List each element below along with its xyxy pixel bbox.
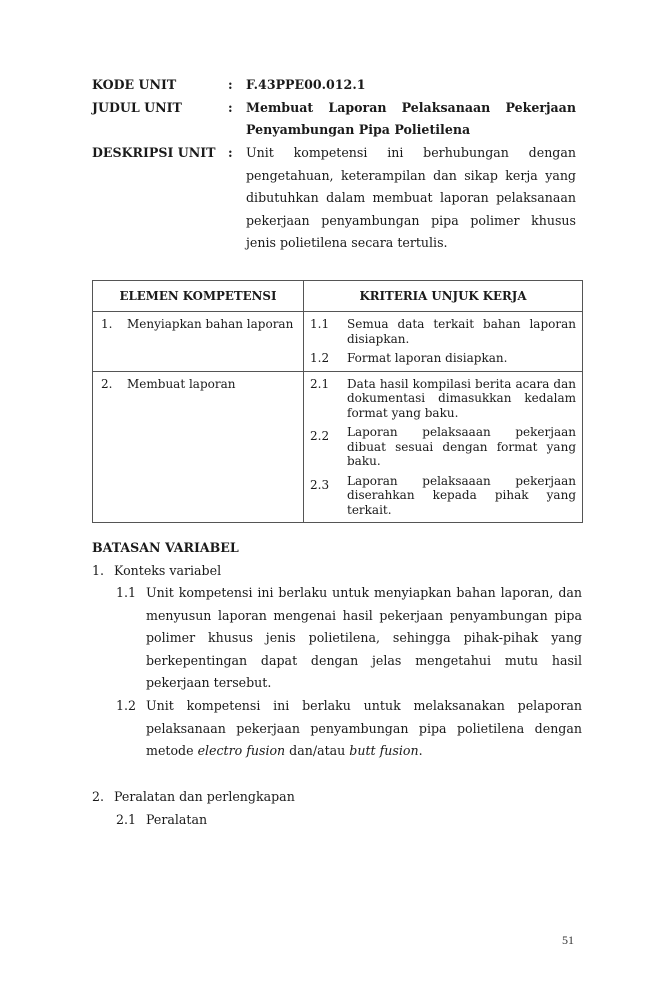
colon: : [228, 77, 233, 92]
element-number: 2. [101, 376, 113, 391]
criteria-item [304, 425, 582, 469]
colon: : [228, 145, 233, 160]
criteria-item [304, 317, 582, 346]
kode-unit-value: F.43PPE00.012.1 [246, 77, 366, 92]
criteria-item [304, 474, 582, 518]
judul-unit-value [246, 97, 576, 142]
criteria-item [304, 351, 582, 366]
italic-term: butt fusion [349, 743, 419, 758]
text-line [146, 740, 582, 763]
page-number: 51 [562, 933, 574, 947]
sub-item-number: 2.1 [116, 811, 137, 827]
item-label: Konteks variabel [114, 562, 222, 578]
deskripsi-line: Unit kompetensi ini berhubungan dengan [246, 145, 576, 160]
criteria-number: 2.3 [310, 477, 330, 492]
item-number: 1. [92, 562, 105, 578]
element-number: 1. [101, 317, 113, 331]
deskripsi-line: pengetahuan, keterampilan dan sikap kerja yang [246, 167, 576, 183]
sub-item-text [146, 582, 582, 695]
batasan-variabel-section [92, 537, 582, 560]
colon: : [228, 99, 233, 115]
deskripsi-unit-value [246, 142, 576, 255]
text-line: Unit kompetensi ini berlaku untuk menyiapkan bahan laporan, dan [146, 585, 582, 600]
criteria-number: 1.2 [310, 351, 330, 365]
criteria-text: Data hasil kompilasi berita acara dan dokumentasi dimasukkan kedalam format yang baku. [347, 376, 576, 420]
element-cell [93, 312, 304, 372]
sub-item-number: 1.1 [116, 585, 137, 600]
text-line: pekerjaan tersebut. [146, 675, 272, 690]
text-run: dan/atau [285, 743, 350, 758]
criteria-number: 2.1 [310, 376, 330, 391]
deskripsi-unit-label: DESKRIPSI UNIT [92, 145, 216, 160]
text-line: menyusun laporan mengenai hasil pekerjaan penyambungan pipa [146, 607, 582, 623]
table-row [93, 312, 583, 372]
competency-table [92, 280, 583, 523]
sub-item-number: 1.2 [116, 698, 137, 713]
judul-line: Membuat Laporan Pelaksanaan Pekerjaan [246, 99, 576, 115]
italic-term: electro fusion [197, 743, 286, 758]
criteria-number: 1.1 [310, 317, 330, 331]
text-line: polimer khusus jenis polietilena, sehingga pihak-pihak yang [146, 630, 582, 645]
text-line: berkepentingan dapat dengan jelas mengetahui mutu hasil [146, 652, 582, 668]
criteria-cell [304, 312, 583, 372]
criteria-text: Format laporan disiapkan. [347, 351, 508, 365]
judul-unit-label: JUDUL UNIT [92, 99, 182, 115]
element-text: Menyiapkan bahan laporan [127, 317, 294, 331]
header-kriteria-unjuk-kerja: KRITERIA UNJUK KERJA [304, 281, 583, 312]
text-run: . [418, 743, 423, 758]
table-header-row [93, 281, 583, 312]
text-line: Unit kompetensi ini berlaku untuk melaksanakan pelaporan [146, 698, 582, 713]
sub-item-label: Peralatan [146, 811, 208, 827]
item-label: Peralatan dan perlengkapan [114, 789, 295, 804]
judul-line: Penyambungan Pipa Polietilena [246, 122, 471, 137]
item-number: 2. [92, 789, 105, 804]
table-row [93, 371, 583, 523]
criteria-cell [304, 371, 583, 523]
criteria-text: Laporan pelaksaaan pekerjaan diserahkan kepada pihak yang terkait. [347, 473, 576, 517]
deskripsi-line: pekerjaan penyambungan pipa polimer khusus [246, 212, 576, 228]
deskripsi-line: jenis polietilena secara tertulis. [246, 235, 448, 250]
criteria-item [304, 377, 582, 421]
criteria-text: Laporan pelaksaaan pekerjaan dibuat sesuai dengan format yang baku. [347, 425, 576, 468]
element-cell [93, 371, 304, 523]
section-title: BATASAN VARIABEL [92, 540, 239, 555]
header-elemen-kompetensi: ELEMEN KOMPETENSI [93, 281, 304, 312]
criteria-number: 2.2 [310, 429, 330, 443]
kode-unit-label: KODE UNIT [92, 77, 177, 92]
sub-item-text [146, 695, 582, 763]
criteria-text: Semua data terkait bahan laporan disiapkan. [347, 317, 576, 346]
text-run: metode [146, 743, 198, 758]
deskripsi-line: dibutuhkan dalam membuat laporan pelaksanaan [246, 190, 576, 205]
text-line: pelaksanaan pekerjaan penyambungan pipa polietilena dengan [146, 720, 582, 736]
element-text: Membuat laporan [127, 376, 236, 391]
